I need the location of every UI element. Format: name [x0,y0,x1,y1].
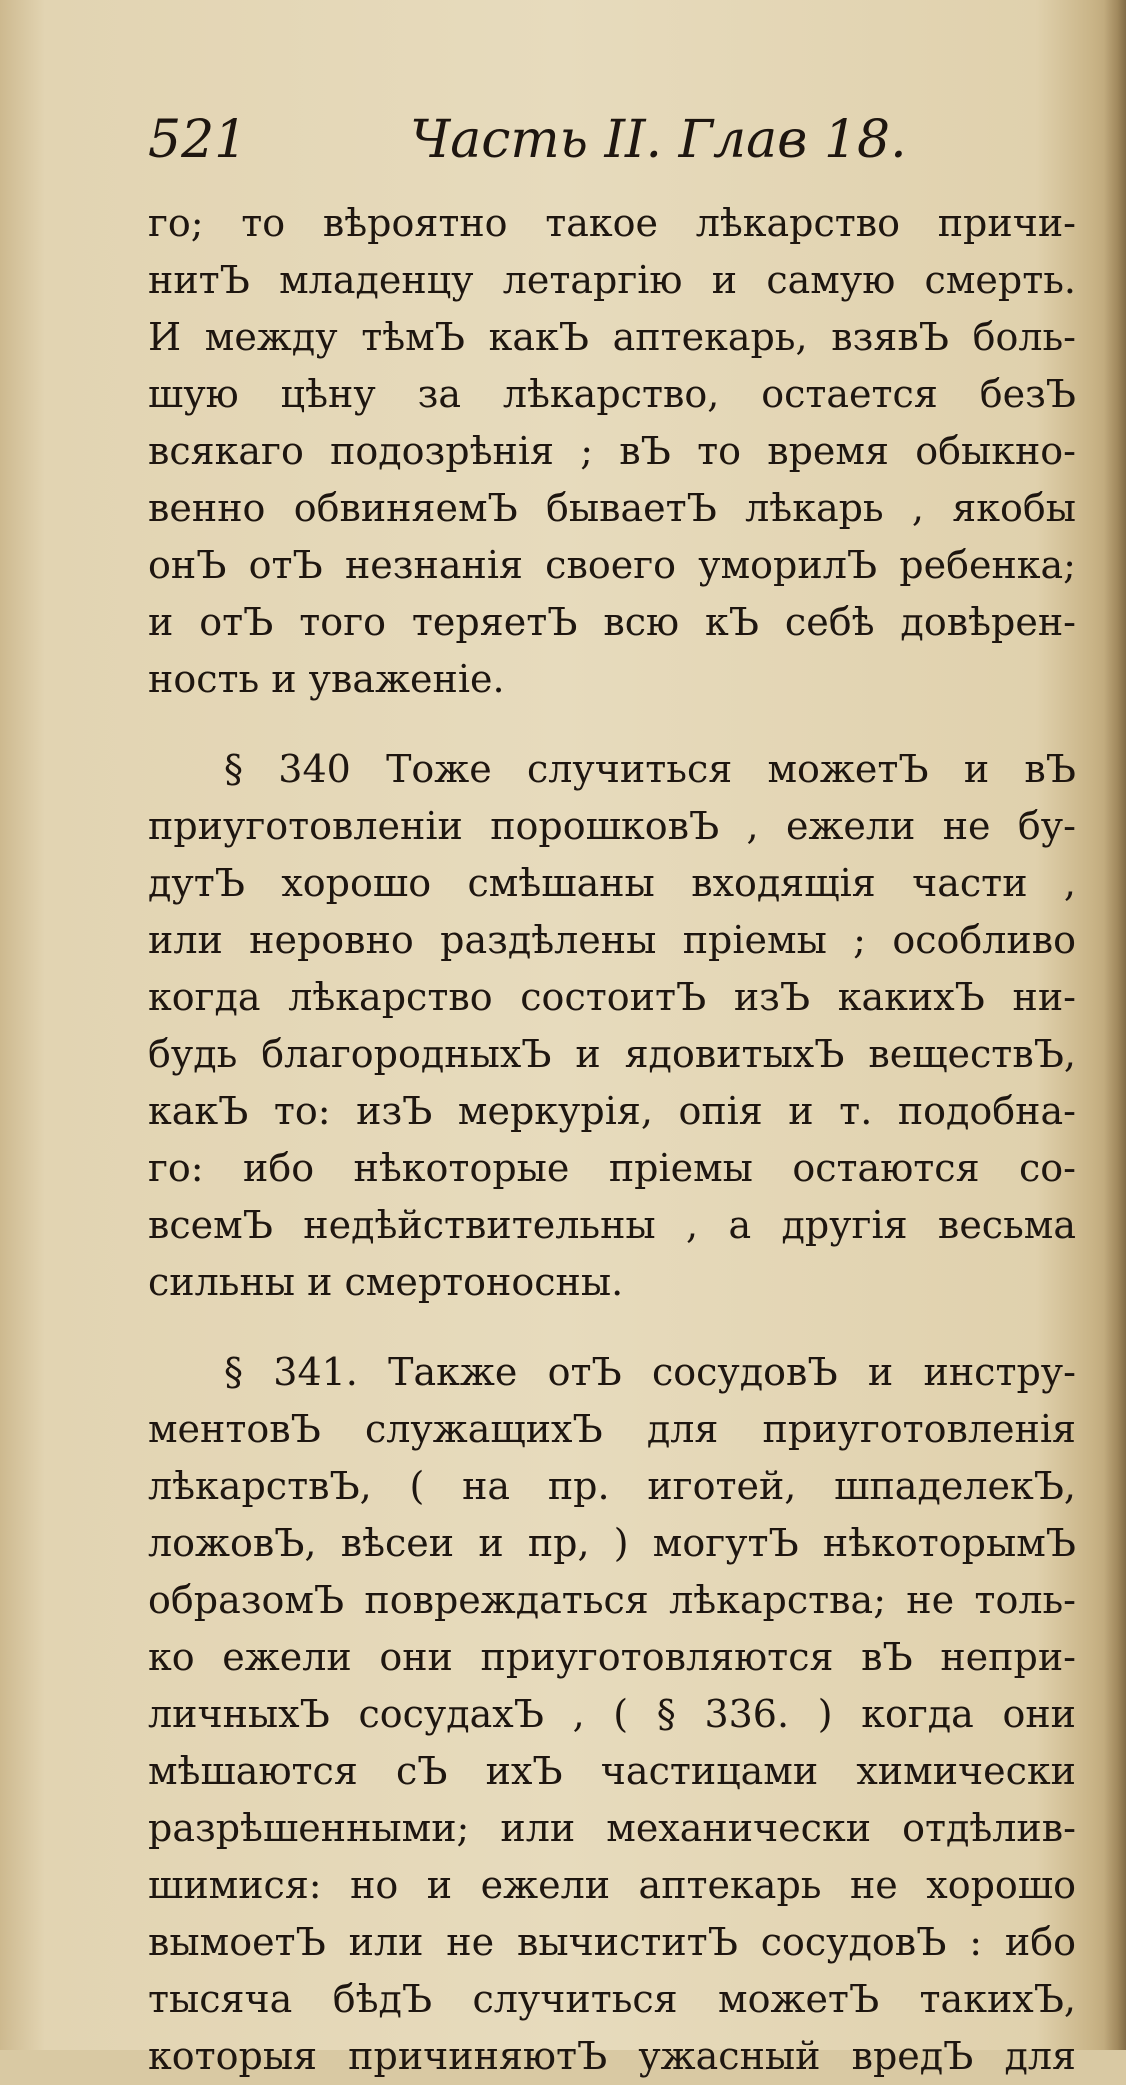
text-line: какЪ то: изЪ меркурія, опія и т. подобна- [148,1089,1076,1133]
text-line: § 340 Тоже случиться можетЪ и вЪ [224,747,1076,791]
text-line: и отЪ того теряетЪ всю кЪ себѣ довѣрен- [148,600,1076,644]
text-line: И между тѣмЪ какЪ аптекарь, взявЪ боль- [148,315,1076,359]
text-line: онЪ отЪ незнанія своего уморилЪ ребенка; [148,543,1076,587]
text-line: венно обвиняемЪ бываетЪ лѣкарь , якобы [148,486,1076,530]
text-line: будь благородныхЪ и ядовитыхЪ веществЪ, [148,1032,1076,1076]
text-line: мѣшаются сЪ ихЪ частицами химически [148,1749,1076,1793]
text-line: приуготовленіи порошковЪ , ежели не бу- [148,804,1076,848]
running-title: Часть II. Глав 18. [410,110,907,170]
body-text [148,195,1076,2085]
page-number: 521 [148,110,248,170]
running-header [148,105,907,175]
text-line: вымоетЪ или не вычиститЪ сосудовЪ : ибо [148,1920,1076,1964]
text-line: всякаго подозрѣнія ; вЪ то время обыкно- [148,429,1076,473]
paragraph-continuation [148,195,1076,708]
text-line: тысяча бѣдЪ случиться можетЪ такихЪ, [148,1977,1076,2021]
text-line: личныхЪ сосудахЪ , ( § 336. ) когда они [148,1692,1076,1736]
text-line: ко ежели они приуготовляются вЪ непри- [148,1635,1076,1679]
text-line: ложовЪ, вѣсеи и пр, ) могутЪ нѣкоторымЪ [148,1521,1076,1565]
text-line: го: ибо нѣкоторые пріемы остаются со- [148,1146,1076,1190]
text-line: шимися: но и ежели аптекарь не хорошо [148,1863,1076,1907]
text-line: § 341. Также отЪ сосудовЪ и инстру- [224,1350,1076,1394]
paragraph-341 [148,1344,1076,2085]
text-line: дутЪ хорошо смѣшаны входящія части , [148,861,1076,905]
text-line: го; то вѣроятно такое лѣкарство причи- [148,201,1076,245]
text-line: или неровно раздѣлены пріемы ; особливо [148,918,1076,962]
text-line: всемЪ недѣйствительны , а другія весьма [148,1203,1076,1247]
text-line: которыя причиняютЪ ужасный вредЪ для [148,2034,1076,2078]
text-line: разрѣшенными; или механически отдѣлив- [148,1806,1076,1850]
text-line: образомЪ повреждаться лѣкарства; не толь- [148,1578,1076,1622]
text-line: сильны и смертоносны. [148,1260,624,1304]
paragraph-340 [148,741,1076,1311]
page-edge-shadow [1104,0,1126,2050]
text-line: нитЪ младенцу летаргію и самую смерть. [148,258,1076,302]
text-line: ность и уваженіе. [148,657,505,701]
text-line: когда лѣкарство состоитЪ изЪ какихЪ ни- [148,975,1076,1019]
text-line: ментовЪ служащихЪ для приуготовленія [148,1407,1076,1451]
text-line: лѣкарствЪ, ( на пр. иготей, шпаделекЪ, [148,1464,1076,1508]
text-line: шую цѣну за лѣкарство, остается безЪ [148,372,1076,416]
